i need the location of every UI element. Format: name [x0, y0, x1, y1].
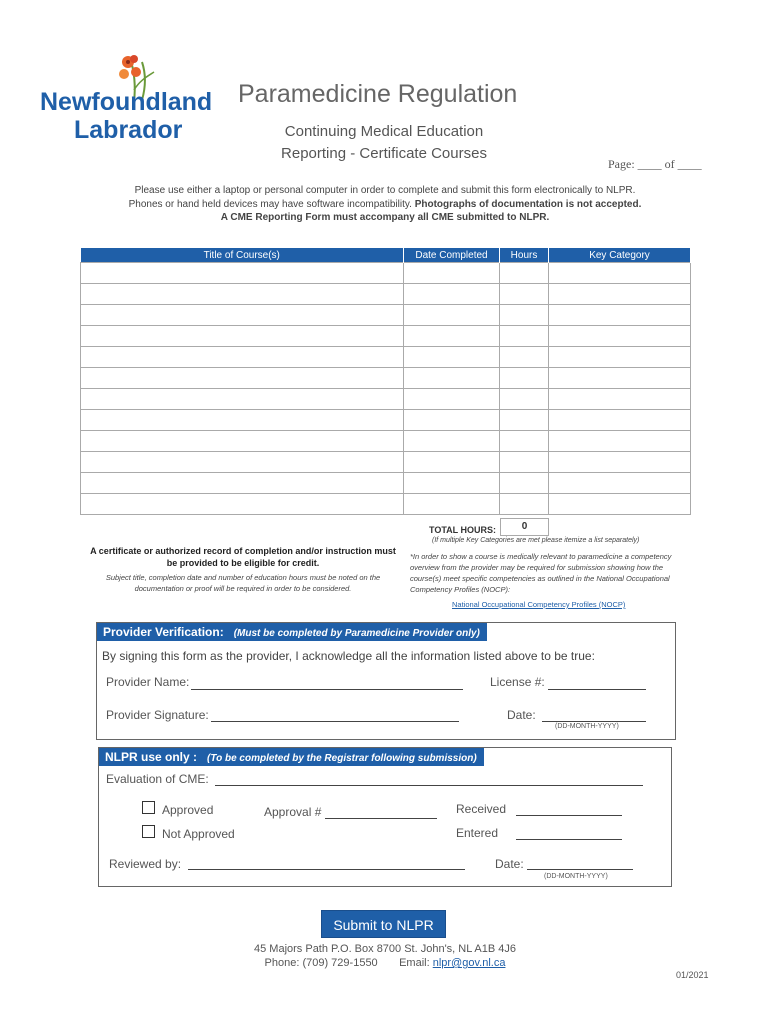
hours-cell[interactable]	[500, 263, 549, 284]
revision-date: 01/2021	[676, 970, 709, 980]
page-number-field[interactable]: Page: ____ of ____	[608, 157, 702, 171]
subtitle-line2: Reporting - Certificate Courses	[281, 145, 487, 162]
entered-label: Entered	[456, 826, 499, 840]
date-completed-cell[interactable]	[404, 368, 500, 389]
email-link[interactable]: nlpr@gov.nl.ca	[432, 957, 506, 969]
key-category-cell[interactable]	[549, 368, 691, 389]
not-approved-checkbox[interactable]	[142, 825, 155, 838]
column-header-title: Title of Course(s)	[81, 248, 404, 263]
intro-line3: A CME Reporting Form must accompany all CME submitted to NLPR.	[220, 212, 550, 223]
hours-cell[interactable]	[500, 431, 549, 452]
intro-line2	[80, 199, 690, 210]
newfoundland-labrador-logo	[38, 50, 218, 150]
date-completed-cell[interactable]	[404, 305, 500, 326]
hours-cell[interactable]	[500, 305, 549, 326]
total-hours-label: TOTAL HOURS:	[429, 525, 496, 535]
reviewed-by-input[interactable]	[188, 869, 465, 870]
table-row	[81, 410, 691, 431]
key-category-cell[interactable]	[549, 263, 691, 284]
subtitle-line1: Continuing Medical Education	[284, 123, 484, 140]
key-category-cell[interactable]	[549, 494, 691, 515]
provider-statement: By signing this form as the provider, I acknowledge all the information listed above to be true:	[102, 649, 595, 663]
key-category-cell[interactable]	[549, 284, 691, 305]
submit-button[interactable]: Submit to NLPR	[321, 910, 446, 938]
approval-number-input[interactable]	[325, 818, 437, 819]
column-header-hours: Hours	[500, 248, 549, 263]
intro-line2-bold: Photographs of documentation is not accepted.	[414, 199, 642, 210]
provider-section-header	[97, 623, 487, 641]
hours-cell[interactable]	[500, 326, 549, 347]
page-title: Paramedicine Regulation	[238, 80, 518, 108]
course-title-cell[interactable]	[81, 263, 404, 284]
course-title-cell[interactable]	[81, 284, 404, 305]
course-table	[80, 248, 691, 515]
course-title-cell[interactable]	[81, 305, 404, 326]
table-row	[81, 494, 691, 515]
course-title-cell[interactable]	[81, 347, 404, 368]
license-label: License #:	[490, 675, 545, 689]
table-row	[81, 347, 691, 368]
course-title-cell[interactable]	[81, 368, 404, 389]
reviewed-by-label: Reviewed by:	[109, 857, 182, 871]
footer-phone: Phone: (709) 729-1550	[264, 957, 378, 969]
logo-line1: Newfoundland	[40, 88, 213, 116]
date-completed-cell[interactable]	[404, 389, 500, 410]
received-label: Received	[456, 802, 507, 816]
received-input[interactable]	[516, 815, 622, 816]
intro-line1: Please use either a laptop or personal computer in order to complete and submit this form electronically to NLPR.	[134, 185, 636, 196]
date-completed-cell[interactable]	[404, 284, 500, 305]
certificate-detail-note: Subject title, completion date and number of education hours must be noted on the documentation or proof will be required in order to be considered.	[105, 573, 381, 593]
footer-email-label: Email:	[399, 957, 430, 969]
course-table-body	[81, 263, 691, 515]
relevance-note: *In order to show a course is medically relevant to paramedicine a competency overview from the provider may be required for submission showing how the course(s) meet specific competencies as outlined in the National Occupational Competency Profiles (NOCP):	[410, 552, 672, 594]
nlpr-date-label: Date:	[495, 857, 524, 871]
key-category-cell[interactable]	[549, 389, 691, 410]
hours-cell[interactable]	[500, 473, 549, 494]
key-category-cell[interactable]	[549, 410, 691, 431]
column-header-key-category: Key Category	[549, 248, 691, 263]
nlpr-section-header	[99, 748, 484, 766]
nlpr-date-format: (DD-MONTH-YYYY)	[544, 873, 608, 880]
table-row	[81, 284, 691, 305]
provider-signature-input[interactable]	[211, 721, 459, 722]
provider-subheading: (Must be completed by Paramedicine Provider only)	[233, 628, 480, 639]
nlpr-date-input[interactable]	[527, 869, 633, 870]
provider-heading: Provider Verification:	[103, 625, 224, 639]
table-row	[81, 368, 691, 389]
table-header-row	[81, 248, 691, 263]
key-category-cell[interactable]	[549, 305, 691, 326]
table-row	[81, 326, 691, 347]
hours-cell[interactable]	[500, 284, 549, 305]
intro-line2-normal: Phones or hand held devices may have software incompatibility.	[128, 199, 412, 210]
key-category-cell[interactable]	[549, 431, 691, 452]
hours-cell[interactable]	[500, 347, 549, 368]
date-completed-cell[interactable]	[404, 452, 500, 473]
table-row	[81, 263, 691, 284]
key-category-cell[interactable]	[549, 326, 691, 347]
provider-date-input[interactable]	[542, 721, 646, 722]
total-hours-value: 0	[500, 518, 549, 536]
certificate-requirement-note: A certificate or authorized record of completion and/or instruction must be provided to be eligible for credit.	[90, 546, 396, 568]
table-row	[81, 452, 691, 473]
nlpr-use-section	[98, 747, 672, 887]
provider-signature-label: Provider Signature:	[106, 708, 209, 722]
provider-date-label: Date:	[507, 708, 536, 722]
date-completed-cell[interactable]	[404, 473, 500, 494]
provider-name-input[interactable]	[191, 689, 463, 690]
provider-name-label: Provider Name:	[106, 675, 190, 689]
table-row	[81, 389, 691, 410]
provider-date-format: (DD-MONTH-YYYY)	[555, 723, 619, 730]
entered-input[interactable]	[516, 839, 622, 840]
approved-checkbox[interactable]	[142, 801, 155, 814]
table-row	[81, 431, 691, 452]
nlpr-heading: NLPR use only :	[105, 750, 198, 764]
date-completed-cell[interactable]	[404, 410, 500, 431]
key-category-cell[interactable]	[549, 473, 691, 494]
multiple-key-note: (If multiple Key Categories are met please itemize a list separately)	[432, 537, 640, 544]
date-completed-cell[interactable]	[404, 326, 500, 347]
evaluation-input[interactable]	[215, 785, 643, 786]
approval-number-label: Approval #	[264, 805, 322, 819]
license-input[interactable]	[548, 689, 646, 690]
course-title-cell[interactable]	[81, 473, 404, 494]
hours-cell[interactable]	[500, 452, 549, 473]
evaluation-label: Evaluation of CME:	[106, 772, 209, 786]
key-category-cell[interactable]	[549, 452, 691, 473]
course-title-cell[interactable]	[81, 494, 404, 515]
provider-verification-section	[96, 622, 676, 740]
key-category-cell[interactable]	[549, 347, 691, 368]
hours-cell[interactable]	[500, 410, 549, 431]
not-approved-label: Not Approved	[162, 827, 235, 841]
footer-contact	[160, 957, 610, 969]
nlpr-subheading: (To be completed by the Registrar following submission)	[207, 753, 477, 764]
hours-cell[interactable]	[500, 368, 549, 389]
course-title-cell[interactable]	[81, 431, 404, 452]
date-completed-cell[interactable]	[404, 431, 500, 452]
approved-label: Approved	[162, 803, 214, 817]
course-title-cell[interactable]	[81, 326, 404, 347]
logo-line2: Labrador	[74, 116, 183, 144]
table-row	[81, 473, 691, 494]
column-header-date: Date Completed	[404, 248, 500, 263]
date-completed-cell[interactable]	[404, 347, 500, 368]
hours-cell[interactable]	[500, 389, 549, 410]
course-title-cell[interactable]	[81, 389, 404, 410]
nocp-link[interactable]: National Occupational Competency Profiles (NOCP)	[452, 600, 626, 609]
course-title-cell[interactable]	[81, 452, 404, 473]
footer-address: 45 Majors Path P.O. Box 8700 St. John's, NL A1B 4J6	[254, 943, 516, 955]
course-title-cell[interactable]	[81, 410, 404, 431]
date-completed-cell[interactable]	[404, 494, 500, 515]
hours-cell[interactable]	[500, 494, 549, 515]
table-row	[81, 305, 691, 326]
date-completed-cell[interactable]	[404, 263, 500, 284]
